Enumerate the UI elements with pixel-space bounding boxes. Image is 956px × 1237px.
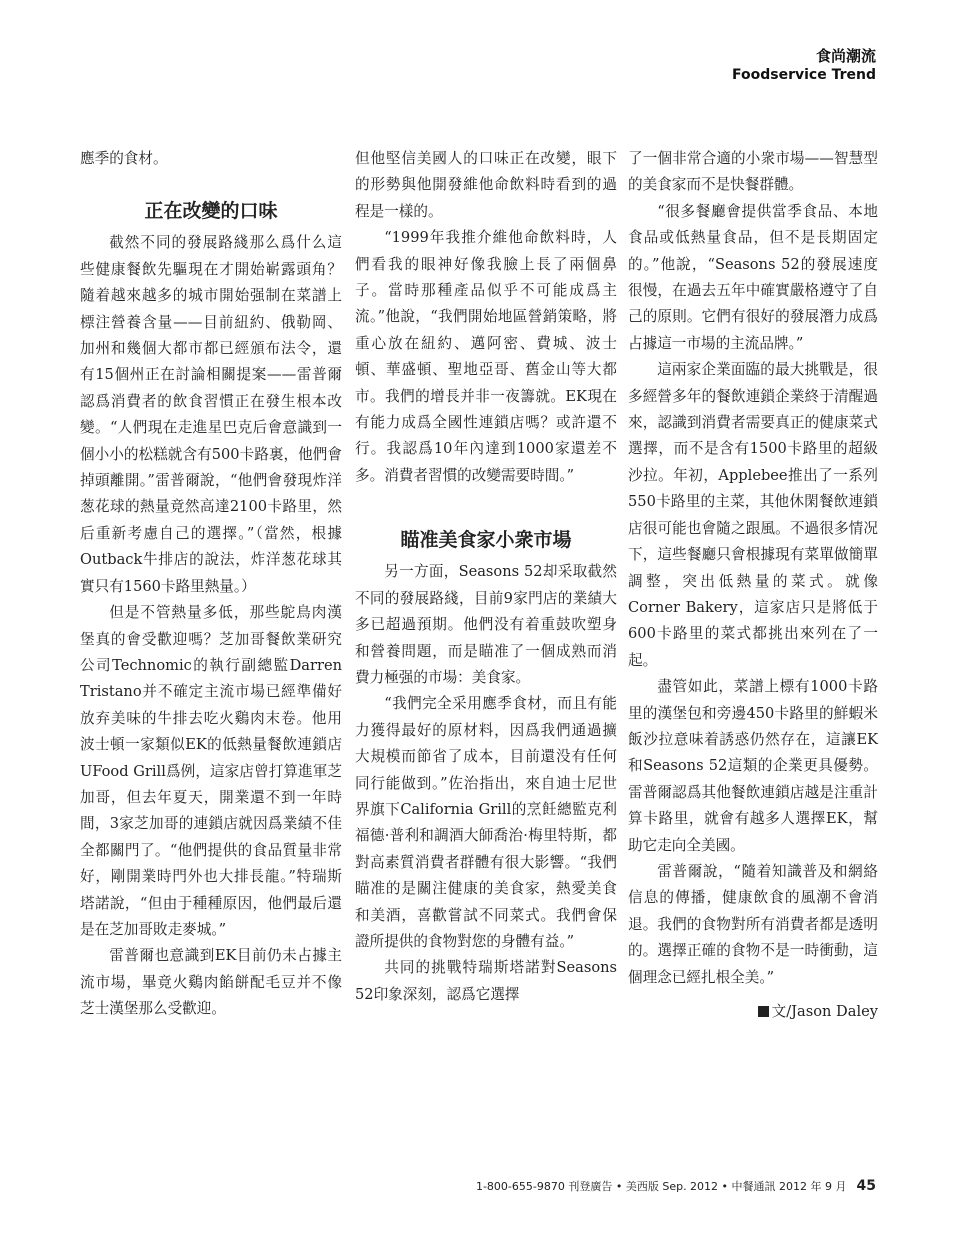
page-footer: [476, 1178, 876, 1194]
subheading: 瞄准美食家小衆市場: [400, 529, 572, 552]
paragraph: “很多餐廳會提供當季食品、本地食品或低熱量食品，但不是長期固定的。”他說，“Seasons 52的發展速度很慢，在過去五年中確實嚴格遵守了自己的原則。它們有很好的發展潛力成爲占據這一市場的主流品牌。”: [628, 202, 878, 352]
footer-text: 1-800-655-9870 刊登廣告 • 美西版 Sep. 2012 • 中餐通訊 2012 年 9 月: [475, 1180, 847, 1193]
page-number: 45: [856, 1178, 876, 1194]
paragraph: 了一個非常合適的小衆市場——智慧型的美食家而不是快餐群體。: [628, 150, 878, 194]
section-title-chinese: 食尚潮流: [815, 47, 876, 65]
article-column-1: [80, 146, 342, 1023]
paragraph: 另一方面，Seasons 52却采取截然不同的發展路綫，目前9家門店的業績大多已超過預期。他們没有着重鼓吹塑身和營養問題，而是瞄准了一個成熟而消費力極强的市場：美食家。: [355, 563, 617, 686]
paragraph: 截然不同的發展路綫那么爲什么這些健康餐飲先驅現在才開始嶄露頭角？隨着越來越多的城市開始强制在菜譜上標注營養含量——目前紐約、俄勒岡、加州和幾個大都市都已經頒布法令，還有15個州正在討論相關提案——雷普爾認爲消費者的飲食習慣正在發生根本改變。“人們現在走進星巴克后會意識到一個小小的松糕就含有500卡路裏，他們會掉頭離開。”雷普爾說，“他們會發現炸洋葱花球的熱量竟然高達2100卡路里，然后重新考慮自己的選擇。”（當然，根據Outback牛排店的說法，炸洋葱花球其實只有1560卡路里熱量。）: [80, 234, 342, 595]
article-column-3: [628, 146, 878, 1025]
author-byline: [628, 999, 878, 1025]
paragraph: “我們完全采用應季食材，而且有能力獲得最好的原材料，因爲我們通過擴大規模而節省了成本，目前還没有任何同行能做到。”佐治指出，來自迪士尼世界旗下California Grill的烹飪總監克利福德·普利和調酒大師喬治·梅里特斯，都對高素質消費者群體有很大影響。“我們瞄准的是關注健康的美食家，熱愛美食和美酒，喜歡嘗試不同菜式。我們會保證所提供的食物對您的身體有益。”: [355, 695, 617, 950]
section-header: [732, 46, 876, 84]
paragraph: 雷普爾說，“隨着知識普及和網絡信息的傳播，健康飲食的風潮不會消退。我們的食物對所有消費者都是透明的。選擇正確的食物不是一時衝動，這個理念已經扎根全美。”: [628, 862, 878, 986]
square-bullet-icon: [758, 1006, 769, 1017]
paragraph: 共同的挑戰特瑞斯塔諾對Seasons 52印象深刻，認爲它選擇: [355, 959, 617, 1003]
paragraph: 盡管如此，菜譜上標有1000卡路里的漢堡包和旁邊450卡路里的鮮蝦米飯沙拉意味着誘惑仍然存在，這讓EK和Seasons 52這類的企業更具優勢。雷普爾認爲其他餐飲連鎖店越是注重計算卡路里，就會有越多人選擇EK，幫助它走向全美國。: [628, 678, 878, 854]
paragraph: 雷普爾也意識到EK目前仍未占據主流市場，畢竟火鷄肉餡餅配毛豆并不像芝士漢堡那么受歡迎。: [80, 947, 342, 1018]
article-column-2: [355, 146, 617, 1008]
author-name: 文/Jason Daley: [771, 1003, 878, 1020]
paragraph: 但是不管熱量多低，那些鴕鳥肉漢堡真的會受歡迎嗎？芝加哥餐飲業研究公司Technomic的執行副總監Darren Tristano并不確定主流市場已經準備好放弃美味的牛排去吃火鷄肉末卷。他用波士頓一家類似EK的低熱量餐飲連鎖店UFood Grill爲例，這家店曾打算進軍芝加哥，但去年夏天，開業還不到一年時間，3家芝加哥的連鎖店就因爲業績不佳全都關門了。“他們提供的食品質量非常好，剛開業時門外也大排長龍。”特瑞斯塔諾說，“但由于種種原因，他們最后還是在芝加哥敗走麥城。”: [80, 604, 342, 938]
paragraph: 這兩家企業面臨的最大挑戰是，很多經營多年的餐飲連鎖企業終于清醒過來，認識到消費者需要真正的健康菜式選擇，而不是含有1500卡路里的超級沙拉。年初，Applebee推出了一系列550卡路里的主菜，其他休閑餐飲連鎖店很可能也會隨之跟風。不過很多情况下，這些餐廳只會根據現有菜單做簡單調整，突出低熱量的菜式。就像Corner Bakery，這家店只是將低于600卡路里的菜式都挑出來列在了一起。: [628, 361, 878, 669]
paragraph: 應季的食材。: [80, 150, 168, 167]
section-title-english: Foodservice Trend: [732, 67, 876, 83]
subheading: 正在改變的口味: [144, 200, 278, 223]
paragraph: 但他堅信美國人的口味正在改變，眼下的形勢與他開發維他命飲料時看到的過程是一樣的。: [355, 150, 617, 220]
paragraph: “1999年我推介維他命飲料時，人們看我的眼神好像我臉上長了兩個鼻子。當時那種產品似乎不可能成爲主流。”他說，“我們開始地區營銷策略，將重心放在紐約、邁阿密、費城、波士頓、華盛頓、聖地亞哥、舊金山等大都市。我們的增長并非一夜籌就。EK現在有能力成爲全國性連鎖店嗎？或許還不行。我認爲10年內達到1000家還差不多。消費者習慣的改變需要時間。”: [355, 229, 617, 484]
